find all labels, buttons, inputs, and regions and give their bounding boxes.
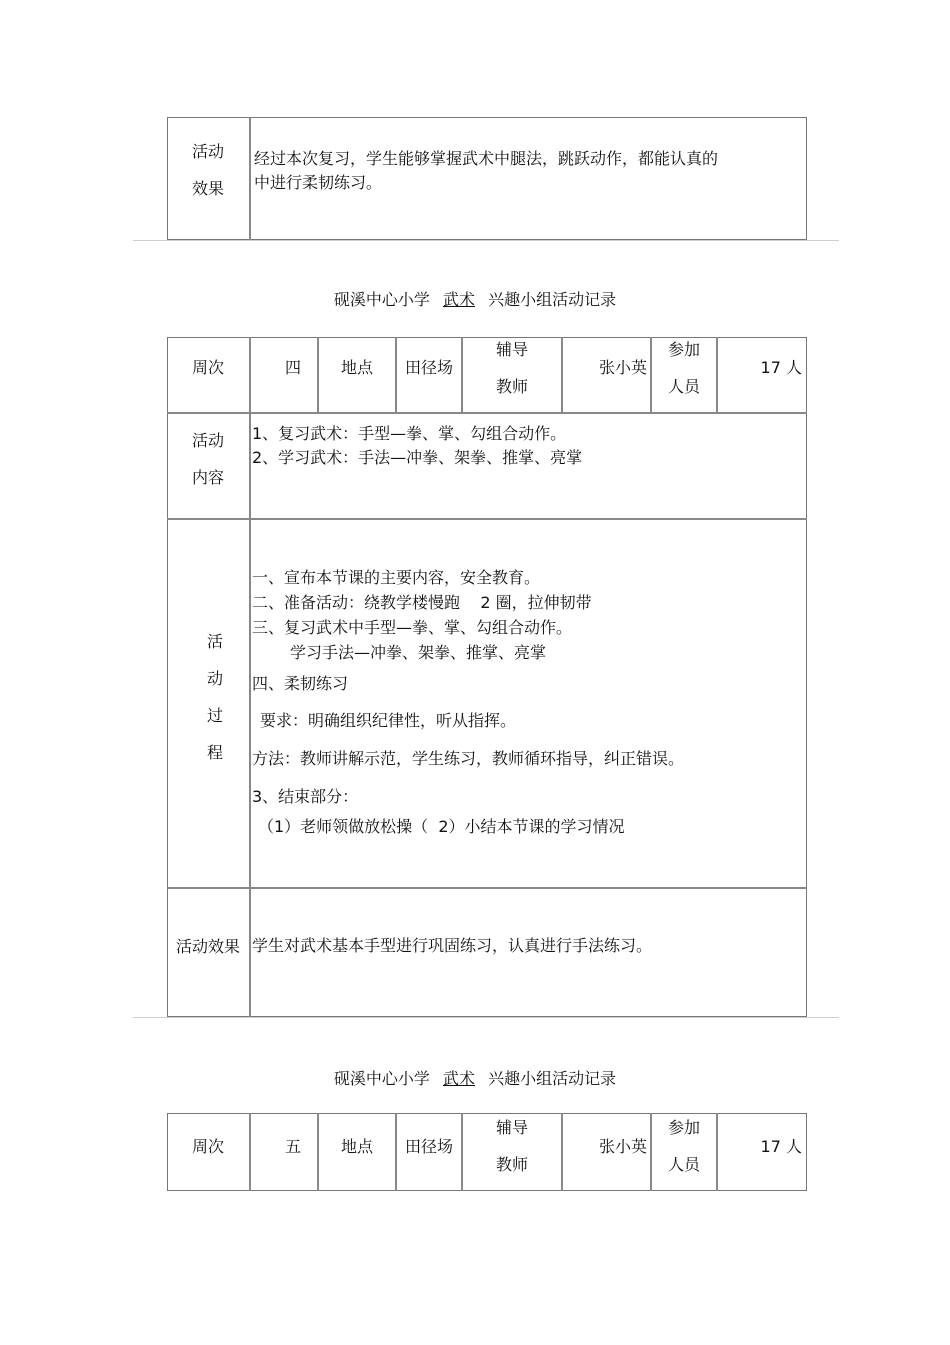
record3-teacher-value: 张小英 [598, 1137, 647, 1156]
record2-process-label: 活 动 过 程 [206, 632, 223, 762]
record2-process-line: 二、准备活动：绕教学楼慢跑 2 圈，拉伸韧带 [252, 593, 592, 612]
record2-content-line-2: 2、学习武术：手法—冲拳、架拳、推掌、亮掌 [252, 448, 583, 467]
record2-effect-text: 学生对武术基本手型进行巩固练习，认真进行手法练习。 [252, 936, 653, 955]
table1-divider [249, 117, 251, 240]
record2-people-label: 参加 人员 [667, 340, 700, 396]
record3-week-label: 周次 [191, 1137, 224, 1156]
record2-content-line-1: 1、复习武术：手型—拳、掌、勾组合动作。 [252, 424, 567, 443]
record3-people-label: 参加 人员 [667, 1118, 700, 1174]
record2-effect-label: 活动效果 [175, 937, 240, 956]
record2-teacher-value: 张小英 [598, 358, 647, 377]
record2-content-label: 活动 内容 [191, 431, 224, 487]
record2-process-line: （1）老师领做放松操（ 2）小结本节课的学习情况 [258, 817, 625, 836]
record2-people-value: 17 人 [760, 358, 802, 377]
record2-process-line: 方法：教师讲解示范，学生练习，教师循环指导，纠正错误。 [252, 749, 685, 768]
table1-effect-line-2: 中进行柔韧练习。 [254, 173, 383, 192]
record2-teacher-label: 辅导 教师 [495, 340, 528, 396]
record2-place-label: 地点 [340, 358, 373, 377]
record2-process-line: 3、结束部分： [252, 787, 359, 806]
record3-title: 砚溪中心小学 武术 兴趣小组活动记录 [333, 1069, 617, 1088]
record3-teacher-label: 辅导 教师 [495, 1118, 528, 1174]
record2-title: 砚溪中心小学 武术 兴趣小组活动记录 [333, 290, 617, 309]
record2-week-label: 周次 [191, 358, 224, 377]
record3-place-value: 田径场 [404, 1137, 453, 1156]
record2-process-line: 一、宣布本节课的主要内容，安全教育。 [252, 568, 541, 587]
record2-place-value: 田径场 [404, 358, 453, 377]
table1-effect-line-1: 经过本次复习，学生能够掌握武术中腿法，跳跃动作，都能认真的 [254, 149, 719, 168]
page-separator [133, 240, 839, 241]
record3-people-value: 17 人 [760, 1137, 802, 1156]
record2-process-line: 学习手法—冲拳、架拳、推掌、亮掌 [290, 643, 547, 662]
record2-week-value: 四 [284, 358, 301, 377]
page-separator [133, 1017, 839, 1018]
record2-process-line: 要求：明确组织纪律性，听从指挥。 [260, 711, 517, 730]
record2-process-line: 三、复习武术中手型—拳、掌、勾组合动作。 [252, 618, 573, 637]
record3-week-value: 五 [284, 1137, 301, 1156]
record3-place-label: 地点 [340, 1137, 373, 1156]
table1-effect-label: 活动 效果 [191, 142, 224, 198]
record2-process-line: 四、柔韧练习 [252, 674, 349, 693]
